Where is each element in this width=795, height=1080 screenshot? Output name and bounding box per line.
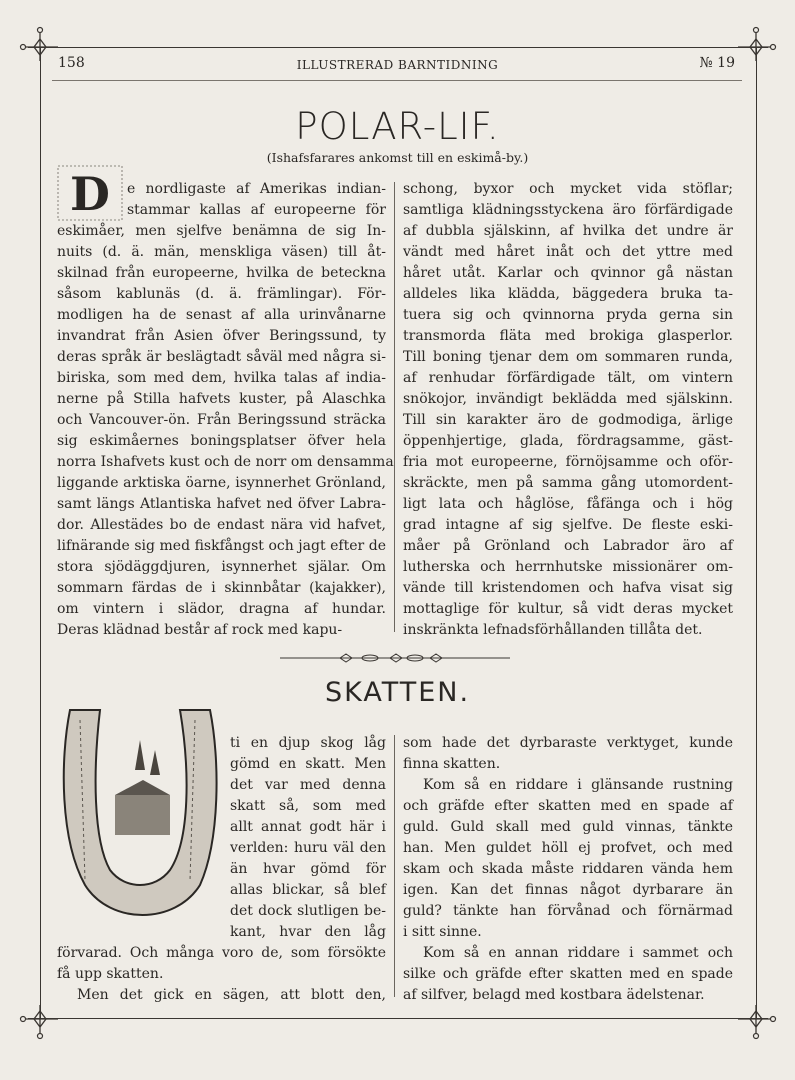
text-line: förvarad. Och många voro de, som försökte (57, 945, 386, 961)
text-line: af silfver, belagd med kostbara ädelstenar. (403, 987, 705, 1003)
story-left-column-narrow (230, 733, 386, 943)
text-line: om vintern i slädor, dragna af hundar. (57, 601, 386, 617)
text-line: såsom kablunäs (d. ä. främlingar). För- (57, 286, 386, 302)
text-line: vände till kristendomen och hafva visat sig (403, 580, 733, 596)
text-line: guld. Guld skall med guld vinnas, tänkte (403, 819, 733, 835)
story-title: SKATTEN. (324, 677, 471, 708)
text-line: grad intagne af sig sjelfve. De fleste eski- (403, 517, 733, 533)
text-line: lifnärande sig med fiskfångst och jagt efter de (57, 538, 386, 554)
text-line: biriska, som med dem, hvilka talas af india- (57, 370, 386, 386)
text-line: mottaglige för kultur, så vidt deras mycket (403, 601, 733, 617)
text-line: vändt med håret inåt och det yttre med (403, 244, 733, 260)
article-subtitle: (Ishafsfarares ankomst till en eskimå-by.) (266, 150, 529, 165)
text-line: som hade det dyrbaraste verktyget, kunde (403, 735, 733, 751)
frame-bottom-line (28, 1018, 768, 1019)
corner-ornament-icon (734, 997, 778, 1041)
text-line: silke och gräfde efter skatten med en spade (403, 966, 733, 982)
text-line: gömd en skatt. Men (230, 756, 386, 772)
text-line: måer på Grönland och Labrador äro af (403, 538, 733, 554)
text-line: norra Ishafvets kust och de norr om densamma (57, 454, 394, 470)
text-line: i sitt sinne. (403, 924, 482, 940)
text-line: skilnad från europeerne, hvilka de beteckna (57, 265, 386, 281)
text-line: han. Men guldet höll ej profvet, och med (403, 840, 733, 856)
text-line: tuera sig och qvinnorna pryda gerna sin (403, 307, 733, 323)
text-line: af renhudar förfärdigade tält, om vintern (403, 370, 733, 386)
text-line: än hvar gömd för (230, 861, 386, 877)
text-line: samtliga klädningsstyckena äro förfärdigade (403, 202, 733, 218)
article-title: POLAR-LIF. (295, 105, 500, 148)
text-line: eskimåer, men sjelfve benämna de sig In- (57, 223, 386, 239)
text-line: fria mot europeerne, förnöjsamme och oför- (403, 454, 733, 470)
text-line: det var med denna (230, 777, 386, 793)
story-left-column-wide (57, 943, 386, 1006)
text-line: sommarn färdas de i skinnbåtar (kajakker), (57, 580, 386, 596)
ornamental-divider-icon (270, 652, 520, 664)
text-line: skatt så, som med (230, 798, 386, 814)
text-line: och Vancouver-ön. Från Beringssund sträcka (57, 412, 386, 428)
text-line: transmorda fläta med brokiga glasperlor. (403, 328, 733, 344)
issue-number: № 19 (699, 55, 735, 71)
text-line: nerne på Stilla hafvets kuster, på Alaschka (57, 391, 386, 407)
frame-top-line (28, 47, 768, 48)
text-line: skam och skada måste riddaren vända hem (403, 861, 733, 877)
text-line: öppenhjertige, glada, fördragsamme, gäst- (403, 433, 733, 449)
text-line: alldeles lika klädda, bäggedera bruka ta- (403, 286, 733, 302)
text-line: e nordligaste af Amerikas indian- (127, 181, 386, 197)
journal-name: ILLUSTRERAD BARNTIDNING (296, 58, 499, 72)
text-line: håret utåt. Karlar och qvinnor gå nästan (403, 265, 733, 281)
text-line: Kom så en riddare i glänsande rustning (423, 777, 733, 793)
text-line: ti en djup skog låg (230, 735, 386, 751)
text-line: sig eskimåernes boningsplatser öfver hela (57, 433, 386, 449)
text-line: snökojor, invändigt beklädda med själskinn. (403, 391, 733, 407)
text-line: invandrat från Asien öfver Beringssund, ty (57, 328, 386, 344)
text-line: Deras klädnad består af rock med kapu- (57, 622, 343, 638)
text-line: det dock slutligen be- (230, 903, 386, 919)
text-line: Till sin karakter äro de godmodiga, ärlige (403, 412, 733, 428)
column-divider (394, 735, 395, 997)
text-line: verlden: huru väl den (230, 840, 386, 856)
text-line: stora sjödäggdjuren, isynnerhet själar. Om (57, 559, 386, 575)
text-line: liggande arktiska öarne, isynnerhet Grönland, (57, 475, 386, 491)
text-line: finna skatten. (403, 756, 501, 772)
corner-ornament-icon (18, 997, 62, 1041)
text-line: få upp skatten. (57, 966, 164, 982)
frame-right-line (756, 47, 757, 1019)
text-line: och gräfde efter skatten med en spade af (403, 798, 733, 814)
header-rule (52, 80, 742, 81)
illustrated-initial-u-icon (55, 700, 225, 930)
text-line: igen. Kan det finnas något dyrbarare än (403, 882, 733, 898)
text-line: guld? tänkte han förvånad och förnärmad (403, 903, 733, 919)
text-line: modligen ha de senast af alla urinvånarne (57, 307, 386, 323)
text-line: Kom så en annan riddare i sammet och (423, 945, 733, 961)
text-line: kant, hvar den låg (230, 924, 386, 940)
text-line: allas blickar, så blef (230, 882, 386, 898)
text-line: nuits (d. ä. män, menskliga väsen) till åt- (57, 244, 386, 260)
text-line: samt längs Atlantiska hafvet ned öfver Labra- (57, 496, 386, 512)
story-right-column (403, 733, 733, 1006)
text-line: ligt lata och håglöse, fåfänga och i hög (403, 496, 733, 512)
text-line: Till boning tjenar dem om sommaren runda, (403, 349, 733, 365)
text-line: inskränkta lefnadsförhållanden tillåta det. (403, 622, 703, 638)
article-left-column (57, 179, 394, 641)
dropcap-letter: D (70, 167, 110, 221)
text-line: dor. Allestädes bo de endast nära vid hafvet, (57, 517, 386, 533)
text-line: Men det gick en sägen, att blott den, (77, 987, 386, 1003)
text-line: af dubbla själskinn, af hvilka det undre är (403, 223, 733, 239)
text-line: lutherska och herrnhutske missionärer om- (403, 559, 733, 575)
text-line: allt annat godt här i (230, 819, 386, 835)
text-line: skräckte, men på samma gång utomordent- (403, 475, 733, 491)
text-line: stammar kallas af europeerne för (127, 202, 386, 218)
article-right-column (403, 179, 733, 641)
text-line: schong, byxor och mycket vida stöflar; (403, 181, 733, 197)
column-divider (394, 182, 395, 632)
frame-left-line (40, 47, 41, 1019)
text-line: deras språk är beslägtadt såväl med några si- (57, 349, 386, 365)
page-number: 158 (58, 55, 85, 71)
